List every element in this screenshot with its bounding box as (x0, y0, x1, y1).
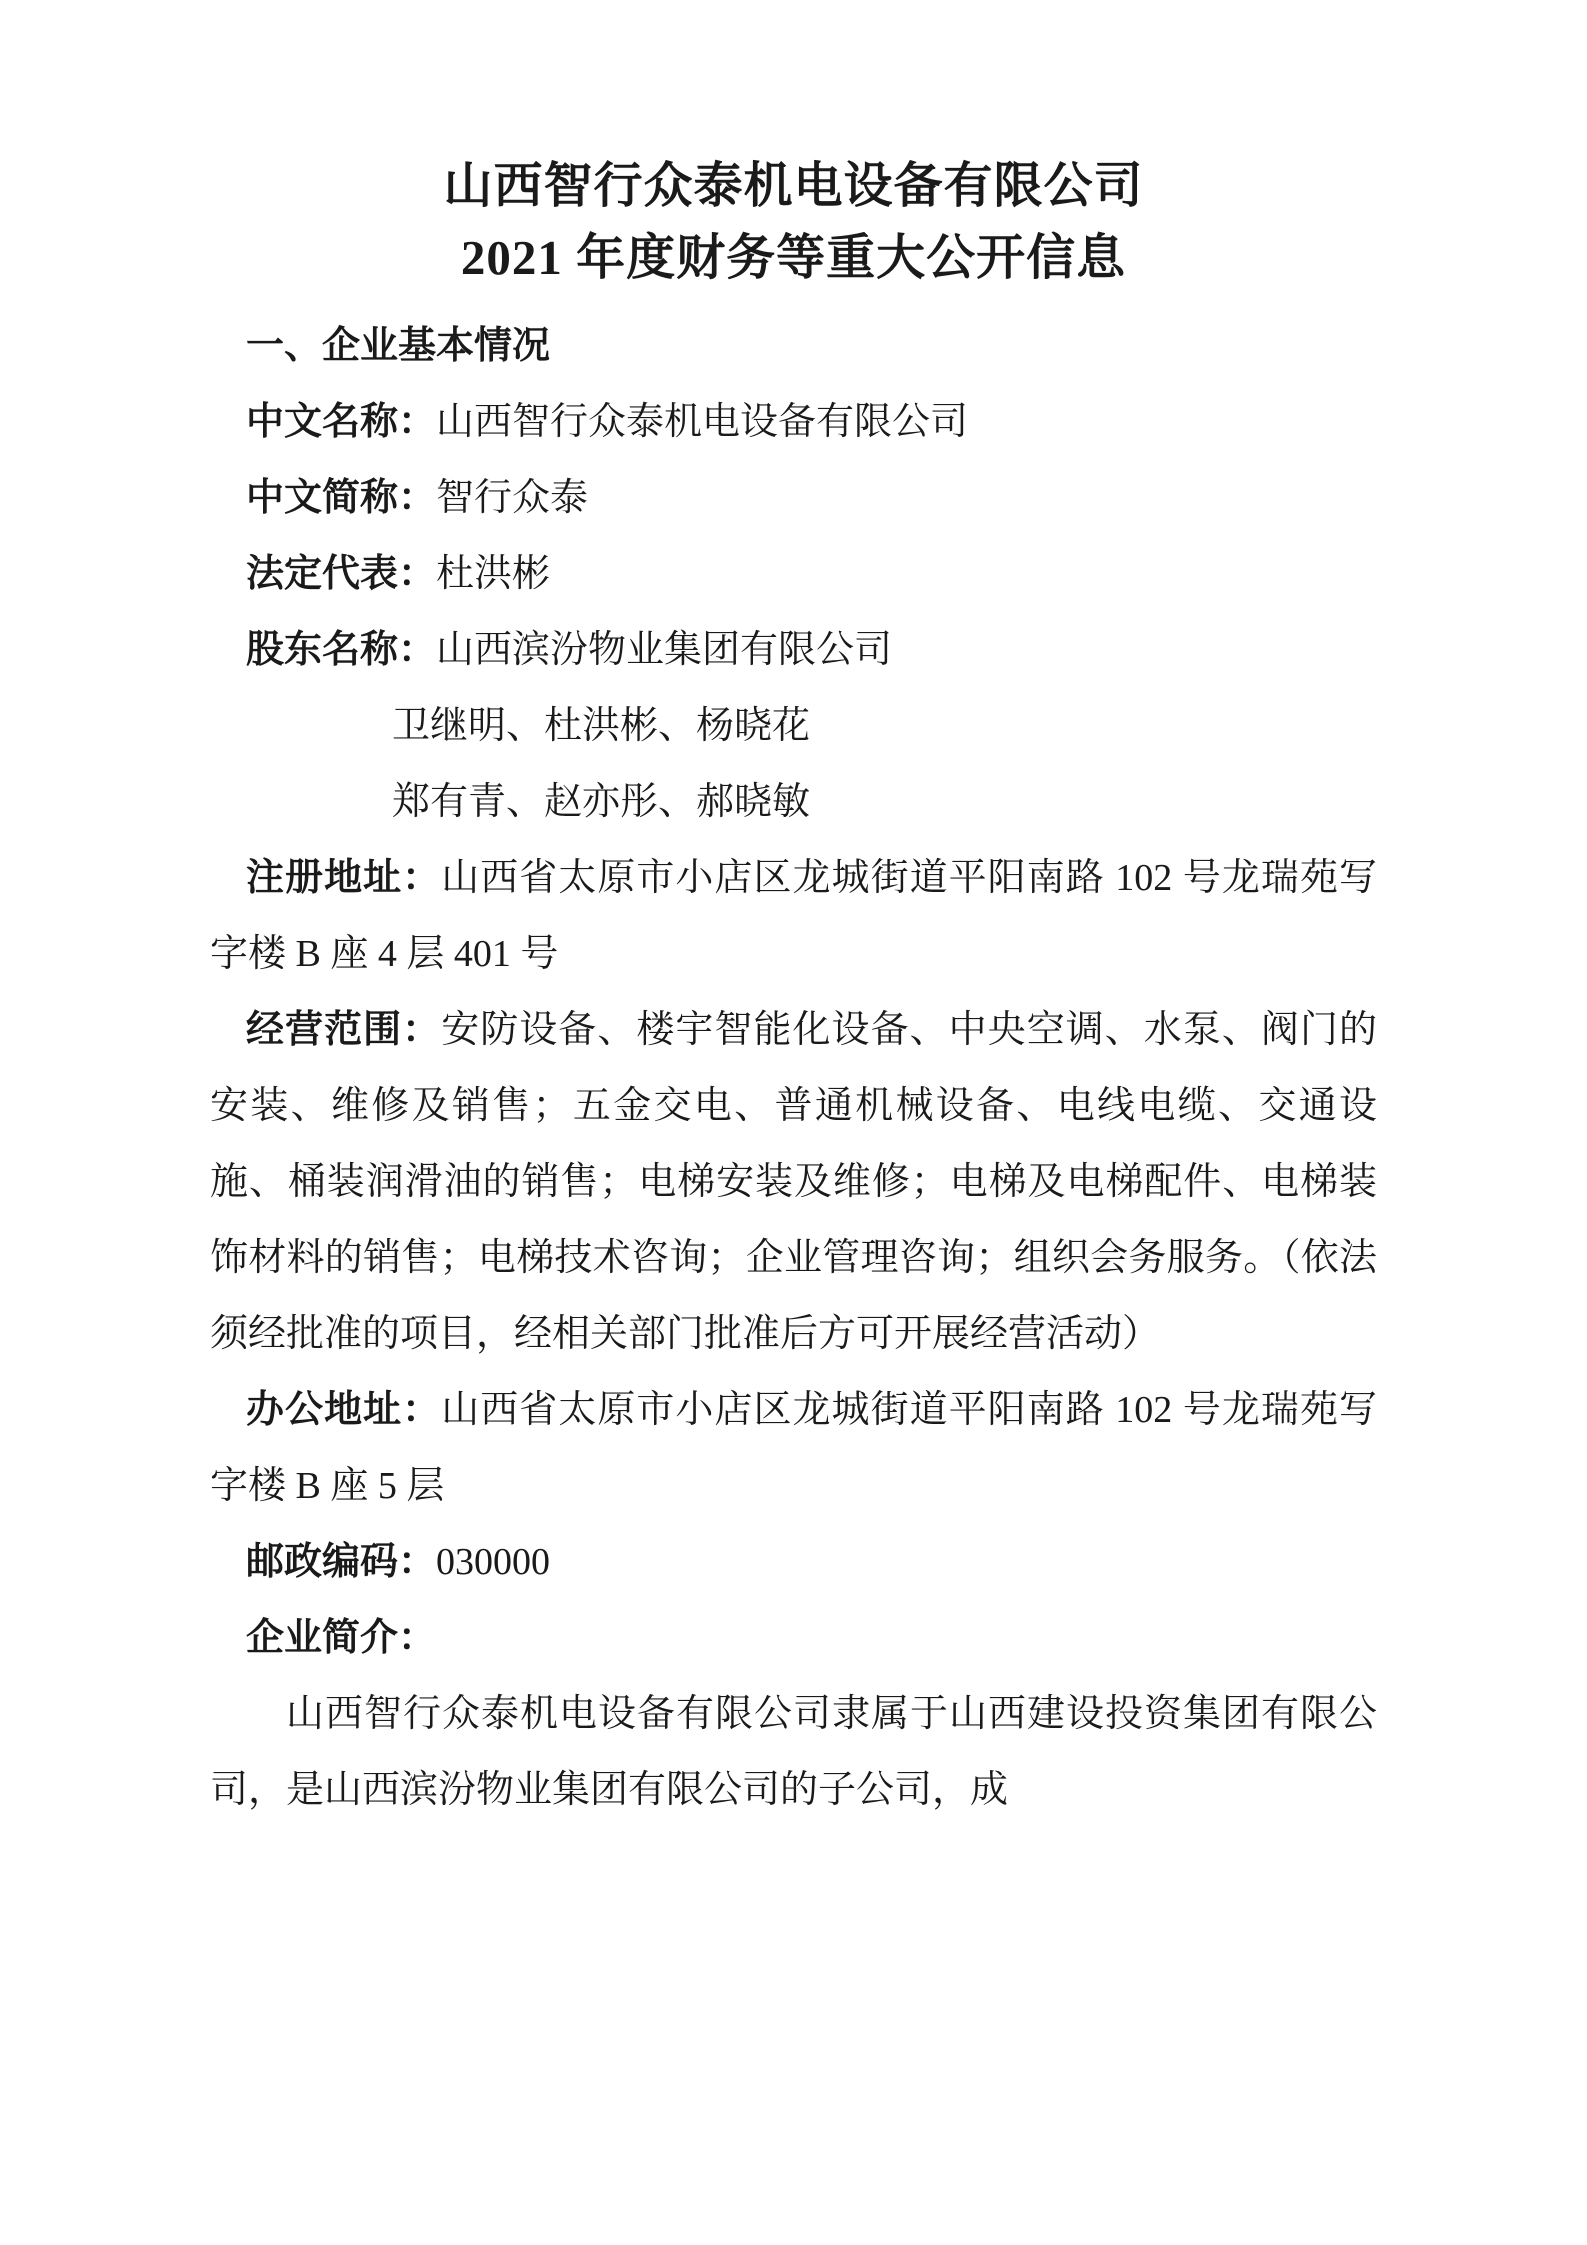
field-legal-representative (210, 536, 1377, 612)
company-profile-text: 山西智行众泰机电设备有限公司隶属于山西建设投资集团有限公司，是山西滨汾物业集团有限公司的子公司，成 (210, 1693, 1377, 1811)
field-value-shareholders: 山西滨汾物业集团有限公司 (436, 629, 893, 671)
field-value-chinese-name: 山西智行众泰机电设备有限公司 (436, 401, 969, 443)
field-registered-address (210, 840, 1377, 992)
field-value-registered-address: 山西省太原市小店区龙城街道平阳南路 102 号龙瑞苑写字楼 B 座 4 层 401 号 (210, 857, 1377, 975)
field-chinese-short-name (210, 460, 1377, 536)
field-label-office-address: 办公地址： (246, 1389, 442, 1431)
field-label-business-scope: 经营范围： (246, 1009, 442, 1051)
field-office-address (210, 1372, 1377, 1524)
field-label-company-profile: 企业简介： (246, 1617, 437, 1659)
field-shareholders (210, 612, 1377, 688)
field-company-profile-label (210, 1600, 1377, 1676)
field-label-chinese-name: 中文名称： (246, 401, 437, 443)
field-business-scope (210, 992, 1377, 1372)
field-label-legal-representative: 法定代表： (246, 553, 437, 595)
field-label-chinese-short-name: 中文简称： (246, 477, 437, 519)
field-label-postal-code: 邮政编码： (246, 1541, 437, 1583)
shareholder-line-2: 郑有青、赵亦彤、郝晓敏 (392, 781, 811, 823)
title-line-2: 2021 年度财务等重大公开信息 (460, 230, 1127, 285)
field-label-shareholders: 股东名称： (246, 629, 437, 671)
field-chinese-name (210, 384, 1377, 460)
field-value-postal-code: 030000 (436, 1541, 551, 1583)
field-postal-code (210, 1524, 1377, 1600)
title-line-1: 山西智行众泰机电设备有限公司 (443, 158, 1144, 213)
section-heading-basic-info: 一、企业基本情况 (246, 325, 551, 367)
shareholder-line-1: 卫继明、杜洪彬、杨晓花 (392, 705, 811, 747)
field-value-legal-representative: 杜洪彬 (436, 553, 551, 595)
field-value-office-address: 山西省太原市小店区龙城街道平阳南路 102 号龙瑞苑写字楼 B 座 5 层 (210, 1389, 1377, 1507)
field-value-business-scope: 安防设备、楼宇智能化设备、中央空调、水泵、阀门的安装、维修及销售；五金交电、普通机械设备、电线电缆、交通设施、桶装润滑油的销售；电梯安装及维修；电梯及电梯配件、电梯装饰材料的销售；电梯技术咨询；企业管理咨询；组织会务服务。（依法须经批准的项目，经相关部门批准后方可开展经营活动） (210, 1009, 1377, 1355)
page-title (210, 150, 1377, 294)
field-label-registered-address: 注册地址： (246, 857, 442, 899)
field-value-chinese-short-name: 智行众泰 (436, 477, 589, 519)
